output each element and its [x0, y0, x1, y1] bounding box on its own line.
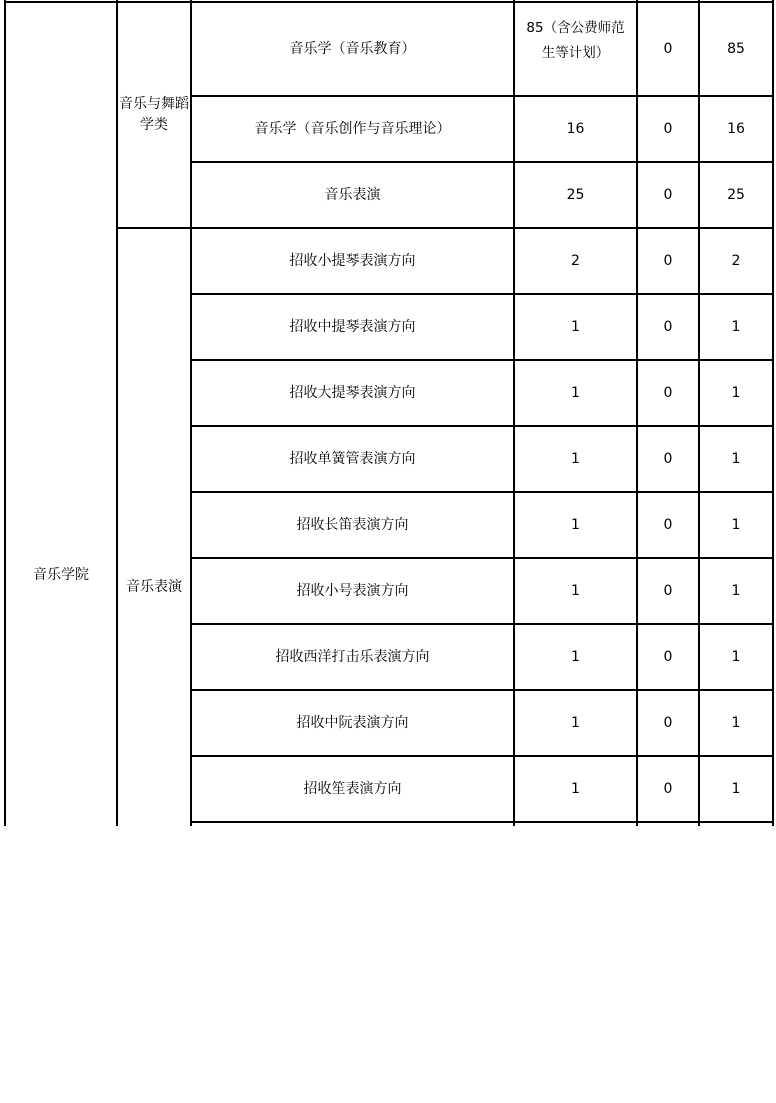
grid-line	[4, 0, 6, 826]
grid-line	[116, 0, 118, 826]
total-count-cell: 16	[700, 97, 772, 161]
category-label: 音乐与舞蹈学类	[119, 96, 189, 133]
total-count-cell: 1	[700, 361, 772, 425]
plan-count-cell: 16	[515, 97, 636, 161]
college-cell: 音乐学院	[6, 3, 116, 1103]
other-count-cell: 0	[638, 625, 698, 689]
grid-line	[190, 425, 774, 427]
major-cell: 音乐表演	[192, 163, 513, 227]
major-cell: 招收小号表演方向	[192, 559, 513, 623]
grid-line	[190, 689, 774, 691]
total-count-cell: 1	[700, 625, 772, 689]
grid-line	[190, 821, 774, 823]
grid-line	[772, 0, 774, 826]
plan-count-cell: 1	[515, 757, 636, 821]
category-cell	[118, 3, 190, 227]
major-cell: 招收大提琴表演方向	[192, 361, 513, 425]
plan-count-cell: 1	[515, 361, 636, 425]
grid-line	[190, 755, 774, 757]
plan-count-line: 生等计划）	[541, 45, 610, 61]
grid-line	[190, 491, 774, 493]
plan-count-cell: 1	[515, 295, 636, 359]
category-cell: 音乐表演	[118, 229, 190, 929]
other-count-cell: 0	[638, 97, 698, 161]
other-count-cell: 0	[638, 559, 698, 623]
plan-count-cell: 2	[515, 229, 636, 293]
grid-line	[190, 293, 774, 295]
major-cell: 招收中提琴表演方向	[192, 295, 513, 359]
grid-line	[116, 227, 192, 229]
grid-line	[190, 161, 774, 163]
grid-line	[190, 623, 774, 625]
other-count-cell: 0	[638, 229, 698, 293]
other-count-cell: 0	[638, 691, 698, 755]
grid-line	[190, 359, 774, 361]
other-count-cell: 0	[638, 757, 698, 821]
plan-count-cell	[515, 0, 636, 87]
total-count-cell: 85	[700, 3, 772, 95]
major-cell: 音乐学（音乐教育）	[192, 3, 513, 95]
grid-line	[698, 0, 700, 826]
total-count-cell: 1	[700, 691, 772, 755]
major-cell: 招收单簧管表演方向	[192, 427, 513, 491]
total-count-cell: 1	[700, 295, 772, 359]
other-count-cell: 0	[638, 361, 698, 425]
major-cell: 招收小提琴表演方向	[192, 229, 513, 293]
other-count-cell: 0	[638, 427, 698, 491]
grid-line	[190, 557, 774, 559]
total-count-cell: 1	[700, 757, 772, 821]
other-count-cell: 0	[638, 163, 698, 227]
grid-line	[513, 0, 515, 826]
total-count-cell: 1	[700, 427, 772, 491]
total-count-cell: 1	[700, 559, 772, 623]
major-cell: 音乐学（音乐创作与音乐理论）	[192, 97, 513, 161]
plan-count-cell: 1	[515, 625, 636, 689]
major-cell: 招收笙表演方向	[192, 757, 513, 821]
total-count-cell: 25	[700, 163, 772, 227]
plan-count-line: 85（含公费师范	[526, 20, 625, 36]
plan-count-cell: 1	[515, 427, 636, 491]
total-count-cell: 1	[700, 493, 772, 557]
plan-count-cell: 1	[515, 691, 636, 755]
plan-count-cell: 1	[515, 559, 636, 623]
plan-count-cell: 25	[515, 163, 636, 227]
plan-count-cell: 1	[515, 493, 636, 557]
other-count-cell: 0	[638, 3, 698, 95]
major-cell: 招收西洋打击乐表演方向	[192, 625, 513, 689]
grid-line	[190, 0, 192, 826]
grid-line	[4, 1, 774, 3]
grid-line	[190, 95, 774, 97]
major-cell: 招收中阮表演方向	[192, 691, 513, 755]
grid-line	[636, 0, 638, 826]
major-cell: 招收长笛表演方向	[192, 493, 513, 557]
total-count-cell: 2	[700, 229, 772, 293]
other-count-cell: 0	[638, 295, 698, 359]
grid-line	[190, 227, 774, 229]
other-count-cell: 0	[638, 493, 698, 557]
